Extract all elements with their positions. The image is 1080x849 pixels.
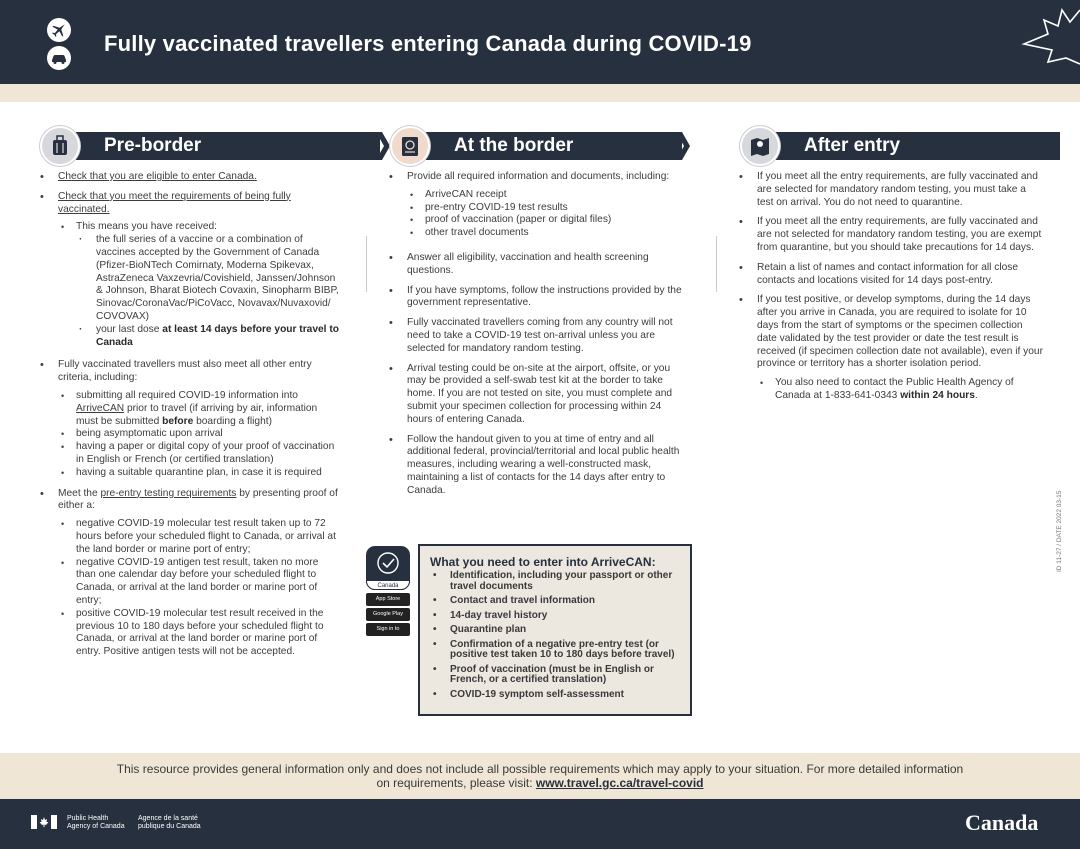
canada-flag-icon — [31, 815, 57, 829]
arrivecan-title: What you need to enter into ArriveCAN: — [430, 555, 656, 569]
luggage-icon — [40, 126, 80, 166]
list-item: • Proof of vaccination (must be in English or French, or a certified translation) — [430, 665, 680, 686]
agency-name-fr: Agence de la santé publique du Canada — [138, 815, 201, 830]
travel-covid-link[interactable]: www.travel.gc.ca/travel-covid — [535, 776, 704, 790]
list-item: • If you test positive, or develop symptoms, during the 14 days after you arrive in Canada, you are required to isolate for 10 days from the start of symptoms or the specimen collection date validated by the test provider or date the test result is received (if specimen collection date not available), even if your province or territory has a shorter isolation period. • You also need to contact the Public Health Agency of Canada at 1-833-641-0343 within 24 hours. — [739, 294, 1043, 402]
list-item: • Arrival testing could be on-site at the airport, offsite, or you may be provided a self-swab test kit at the border to take home. If you are not tested on site, you must complete and submit your specimen collection for processing within 24 hours of entering Canada. — [389, 363, 685, 427]
list-item: • This means you have received: · the full series of a vaccine or a combination of vaccines accepted by the Government of Canada (Pfizer-BioNTech Comirnaty, Moderna Spikevax, AstraZeneca Vaxzevria/Covishield, Janssen/Johnson & Johnson, Bharat Biotech Covaxin, Sinopharm BIBP, Sinovac/CoronaVac/PiCoVacc, Novavax/Nuvaxovid/ COVOVAX) · your last dose at least 14 days before your travel to Canada — [58, 221, 340, 349]
list-item: • positive COVID-19 molecular test result received in the previous 10 to 180 days before your scheduled flight to Canada, or arrival at the land border or marine port of entry. Positive antigen tests will not be accepted. — [58, 608, 340, 659]
list-item: • Follow the handout given to you at time of entry and all additional federal, provincial/territorial and local public health measures, including wearing a well-constructed mask, maintaining a list of contacts for the 14 days after entry to Canada. — [389, 434, 685, 498]
list-item: • Contact and travel information — [430, 596, 680, 607]
list-item: • If you meet all the entry requirements, are fully vaccinated and are not selected for mandatory random testing, you are exempt from quarantine, but you should take precautions for 14 days. — [739, 216, 1043, 254]
list-item — [40, 191, 340, 350]
header-end-cap — [1054, 132, 1060, 160]
list-item: • negative COVID-19 antigen test result, taken no more than one calendar day before your scheduled flight to Canada, or arrival at the land border or marine port of entry; — [58, 557, 340, 608]
at-border-header — [390, 126, 692, 166]
list-item: • pre-entry COVID-19 test results — [407, 202, 685, 215]
list-item — [40, 171, 340, 184]
after-entry-column — [739, 171, 1043, 410]
app-caption: Canada — [366, 580, 410, 590]
list-item: • Identification, including your passport or other travel documents — [430, 571, 680, 592]
list-item: • COVID-19 symptom self-assessment — [430, 690, 680, 701]
list-item: • Answer all eligibility, vaccination and health screening questions. — [389, 252, 685, 278]
pre-border-header — [40, 126, 352, 166]
chevron-right-icon — [676, 132, 692, 160]
list-item: • being asymptomatic upon arrival — [58, 428, 340, 441]
list-item: · the full series of a vaccine or a combination of vaccines accepted by the Government of Canada (Pfizer-BioNTech Comirnaty, Moderna Spikevax, AstraZeneca Vaxzevria/Covishield, Janssen/Johnson & Johnson, Bharat Biotech Covaxin, Sinopharm BIBP, Sinovac/CoronaVac/PiCoVacc, Novavax/Nuvaxovid/ COVOVAX) — [76, 234, 340, 324]
arrivecan-link[interactable]: ArriveCAN — [76, 402, 125, 414]
pre-border-title: Pre-border — [76, 132, 380, 160]
at-border-column — [389, 171, 685, 505]
testing-requirements-link[interactable]: pre-entry testing requirements — [100, 487, 237, 499]
list-item: • If you have symptoms, follow the instructions provided by the government representative. — [389, 285, 685, 311]
list-item: • Retain a list of names and contact information for all close contacts and locations visited for 14 days post-entry. — [739, 262, 1043, 288]
list-item: • having a paper or digital copy of your proof of vaccination in English or French (or certified translation) — [58, 441, 340, 467]
disclaimer-notice — [0, 753, 1080, 799]
google-play-badge[interactable]: Google Play — [366, 608, 410, 621]
list-item: • submitting all required COVID-19 information into ArriveCAN prior to travel (if arriving by air, information must be submitted before boarding a flight) — [58, 390, 340, 428]
list-item: • proof of vaccination (paper or digital files) — [407, 214, 685, 227]
list-item: • 14-day travel history — [430, 611, 680, 622]
app-store-badge[interactable]: App Store — [366, 593, 410, 606]
list-item: • other travel documents — [407, 227, 685, 240]
web-signin-badge[interactable]: Sign in to ArriveCAN — [366, 623, 410, 636]
after-entry-header — [740, 126, 1060, 166]
arrivecan-box — [418, 544, 692, 716]
list-item: • ArriveCAN receipt — [407, 189, 685, 202]
column-divider — [716, 236, 717, 292]
at-border-title: At the border — [426, 132, 682, 160]
list-item: • Fully vaccinated travellers coming from any country will not need to take a COVID-19 test on-arrival unless you are selected for mandatory random testing. — [389, 317, 685, 355]
list-item: • having a suitable quarantine plan, in case it is required — [58, 467, 340, 480]
notice-line-1: This resource provides general information only and does not include all possible requirements which may apply to your situation. For more detailed information — [116, 762, 964, 776]
list-item: • Quarantine plan — [430, 625, 680, 636]
document-id: ID 11-27 / DATE 2022 03-15 — [1056, 490, 1063, 572]
pre-border-column — [40, 171, 340, 666]
list-item: • negative COVID-19 molecular test result taken up to 72 hours before your scheduled flight to Canada, or arrival at the land border or marine port of entry; — [58, 518, 340, 556]
eligibility-link[interactable]: Check that you are eligible to enter Canada. — [58, 171, 257, 182]
passport-icon — [390, 126, 430, 166]
list-item: • Confirmation of a negative pre-entry test (or positive test taken 10 to 180 days before travel) — [430, 640, 680, 661]
agency-name-en: Public Health Agency of Canada — [67, 815, 125, 830]
car-icon — [47, 46, 71, 70]
canada-wordmark: Canada — [965, 810, 1039, 835]
after-entry-title: After entry — [776, 132, 1056, 160]
notice-line-2: on requirements, please visit: www.travel.gc.ca/travel-covid — [376, 776, 704, 790]
list-item: • Fully vaccinated travellers must also meet all other entry criteria, including: • submitting all required COVID-19 information into ArriveCAN prior to travel (if arriving by air, information must be submitted before boarding a flight) • being asymptomatic upon arrival • having a paper or digital copy of your proof of vaccination in English or French (or certified translation) • having a suitable quarantine plan, in case it is required — [40, 359, 340, 479]
page-title: Fully vaccinated travellers entering Canada during COVID-19 — [104, 31, 752, 56]
maple-leaf-icon — [1000, 0, 1080, 84]
list-item: • If you meet all the entry requirements, are fully vaccinated and are selected for mandatory random testing, you must take a test on arrival. You do not need to quarantine. — [739, 171, 1043, 209]
column-divider — [366, 236, 367, 292]
list-item: • Meet the pre-entry testing requirements by presenting proof of either a: • negative COVID-19 molecular test result taken up to 72 hours before your scheduled flight to Canada, or arrival at the land border or marine port of entry; • negative COVID-19 antigen test result, taken no more than one calendar day before your scheduled flight to Canada, or arrival at the land border or marine port of entry; • positive COVID-19 molecular test result received in the previous 10 to 180 days before your scheduled flight to Canada, or arrival at the land border or marine port of entry. Positive antigen tests will not be accepted. — [40, 488, 340, 659]
airplane-icon — [47, 18, 71, 42]
map-icon — [740, 126, 780, 166]
list-item: • You also need to contact the Public Health Agency of Canada at 1-833-641-0343 within 24 hours. — [757, 377, 1043, 403]
list-item: · your last dose at least 14 days before your travel to Canada — [76, 324, 340, 350]
header-accent-strip — [0, 84, 1080, 102]
vaccinated-requirements-link[interactable]: Check that you meet the requirements of being fully vaccinated. — [58, 190, 291, 215]
list-item: • Provide all required information and documents, including: • ArriveCAN receipt • pre-entry COVID-19 test results • proof of vaccination (paper or digital files) • other travel documents — [389, 171, 685, 240]
